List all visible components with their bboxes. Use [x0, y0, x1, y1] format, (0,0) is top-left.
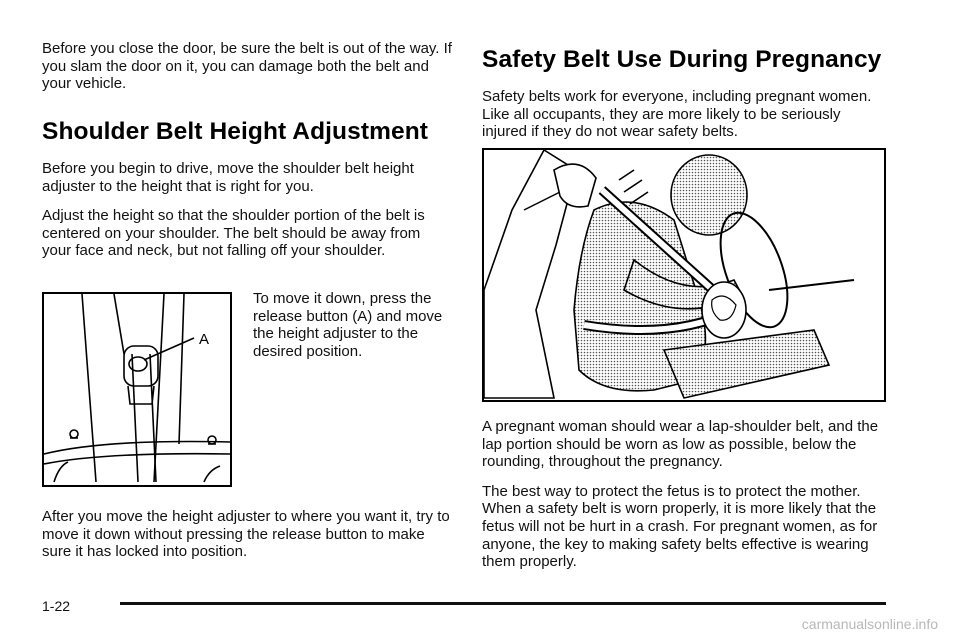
height-adjuster-drawing: [44, 294, 230, 485]
page-number: 1-22: [42, 598, 71, 614]
everyone-paragraph: Safety belts work for everyone, including pregnant women. Like all occupants, they are more likely to be seriously injured if they do not wear safety belts.: [482, 88, 872, 141]
pregnancy-intro: [482, 88, 888, 153]
locked-position-paragraph: After you move the height adjuster to where you want it, try to move it down without pressing the release button to make sure it has locked into position.: [42, 508, 450, 561]
move-down-instructions: [253, 290, 453, 372]
door-warning-paragraph: Before you close the door, be sure the belt is out of the way. If you slam the door on it, you can damage both the belt and your vehicle.: [42, 40, 452, 93]
protect-fetus-paragraph: The best way to protect the fetus is to protect the mother. When a safety belt is worn properly, it is more likely that the fetus will not be hurt in a crash. For pregnant women, as for anyone, the key to making safety belts effective is wearing them properly.: [482, 482, 878, 571]
watermark: carmanualsonline.info: [801, 616, 938, 632]
shoulder-belt-heading: Shoulder Belt Height Adjustment: [42, 118, 429, 145]
pregnancy-body: [482, 418, 888, 583]
pregnancy-heading: Safety Belt Use During Pregnancy: [482, 46, 882, 73]
after-adjust-body: [42, 508, 452, 573]
shoulder-belt-body: [42, 160, 452, 272]
pregnant-occupant-drawing: [484, 150, 884, 400]
height-adjuster-illustration: [42, 292, 232, 487]
adjust-height-paragraph: Adjust the height so that the shoulder portion of the belt is centered on your shoulder. The belt should be away from your face and neck, but not falling off your shoulder.: [42, 207, 425, 260]
label-a: A: [199, 331, 210, 348]
footer-rule: [120, 602, 886, 605]
left-column: [42, 40, 452, 105]
begin-drive-paragraph: Before you begin to drive, move the shoulder belt height adjuster to the height that is right for you.: [42, 160, 414, 195]
lap-shoulder-paragraph: A pregnant woman should wear a lap-shoulder belt, and the lap portion should be worn as low as possible, below the rounding, throughout the pregnancy.: [482, 418, 879, 471]
move-down-paragraph: To move it down, press the release button (A) and move the height adjuster to the desired position.: [253, 290, 443, 360]
pregnancy-belt-illustration: [482, 148, 886, 402]
